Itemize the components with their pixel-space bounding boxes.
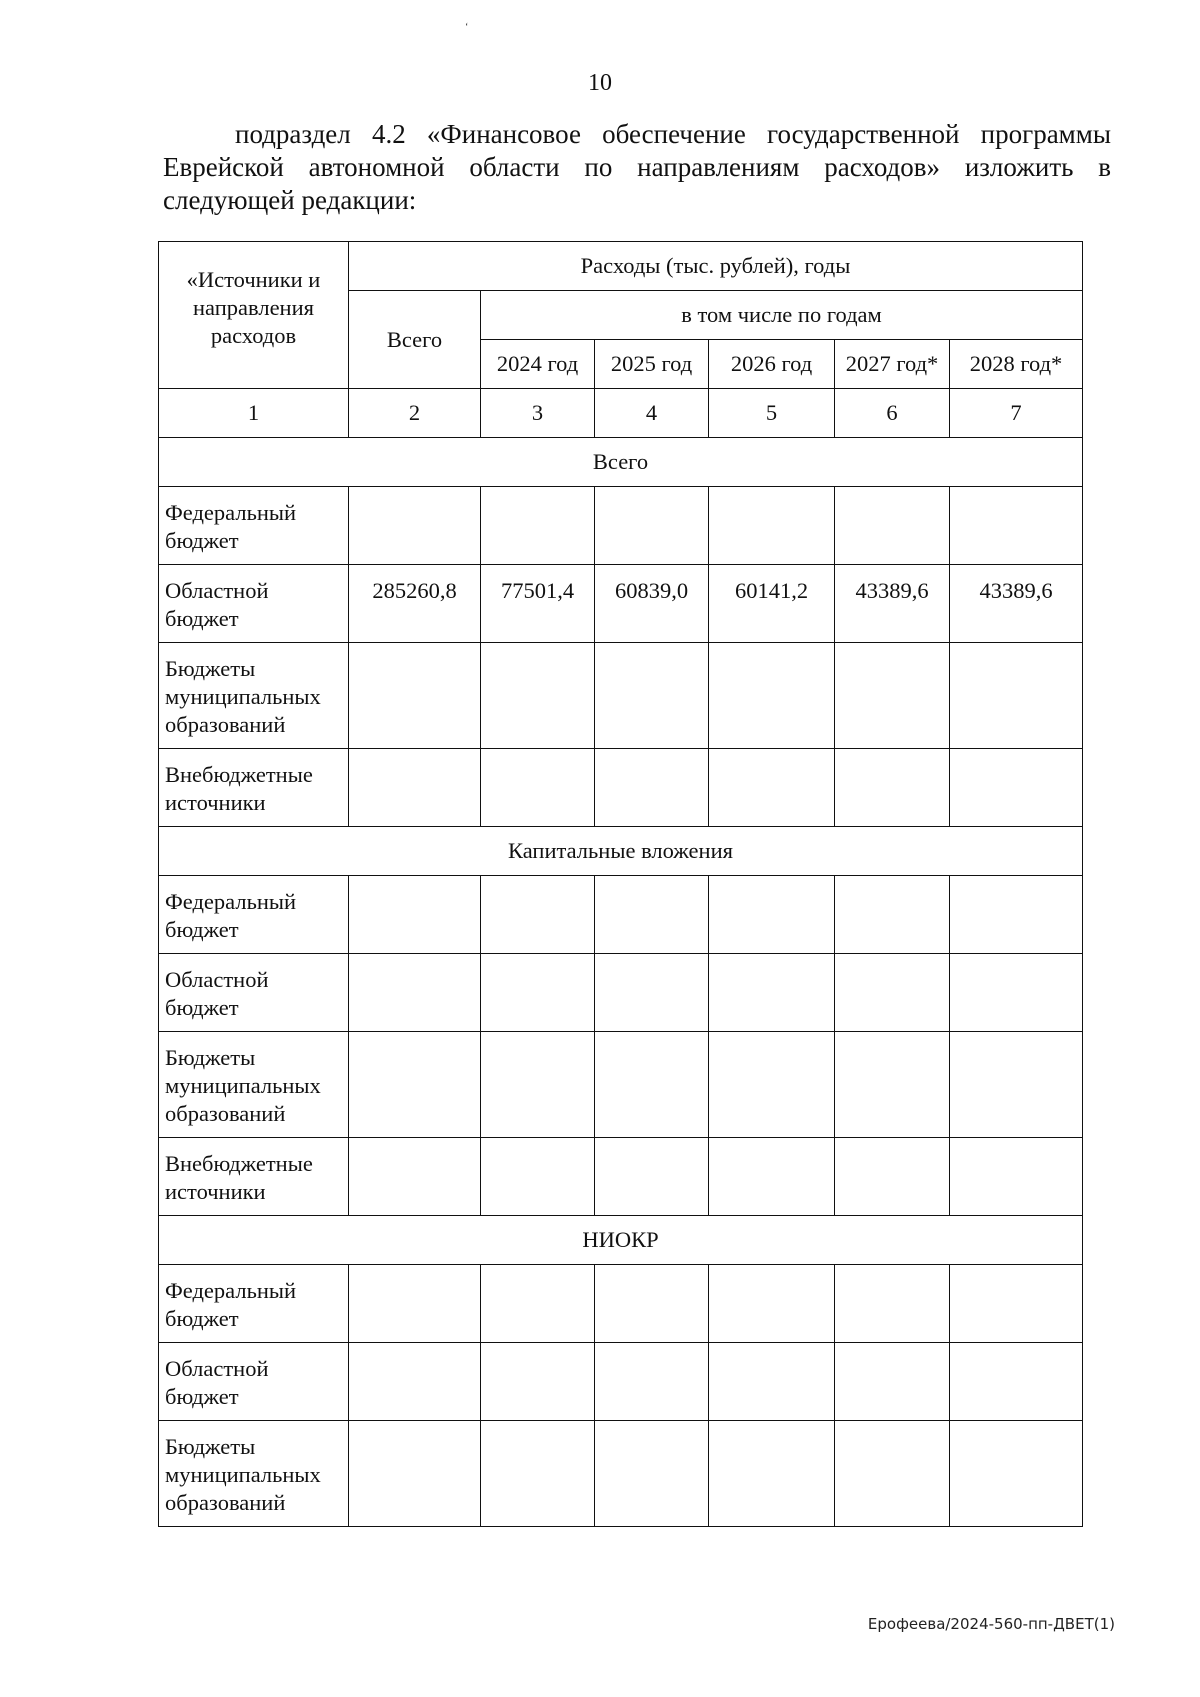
row-value xyxy=(835,1343,950,1421)
row-value xyxy=(950,1265,1083,1343)
row-source: Областной бюджет xyxy=(159,565,349,643)
row-value xyxy=(349,1032,481,1138)
financing-table xyxy=(158,241,1083,1527)
section-title: НИОКР xyxy=(159,1216,1083,1265)
table-row xyxy=(159,1343,1083,1421)
row-value xyxy=(835,1421,950,1527)
row-source: Бюджеты муниципальных образований xyxy=(159,1032,349,1138)
row-value xyxy=(835,1265,950,1343)
row-value xyxy=(950,749,1083,827)
row-value xyxy=(595,1265,709,1343)
header-year-2025: 2025 год xyxy=(595,340,709,389)
column-number: 3 xyxy=(481,389,595,438)
row-source: Внебюджетные источники xyxy=(159,749,349,827)
row-value xyxy=(349,954,481,1032)
row-value xyxy=(950,954,1083,1032)
scan-speck: ‘ xyxy=(465,22,469,33)
row-value xyxy=(835,643,950,749)
row-value xyxy=(349,1421,481,1527)
table-row xyxy=(159,876,1083,954)
row-value xyxy=(709,643,835,749)
column-number: 6 xyxy=(835,389,950,438)
row-value xyxy=(950,643,1083,749)
row-value xyxy=(835,1138,950,1216)
row-value xyxy=(349,876,481,954)
header-year-2024: 2024 год xyxy=(481,340,595,389)
row-value xyxy=(950,487,1083,565)
row-value xyxy=(595,1138,709,1216)
header-by-years: в том числе по годам xyxy=(481,291,1083,340)
row-value xyxy=(595,487,709,565)
header-expenses: Расходы (тыс. рублей), годы xyxy=(349,242,1083,291)
row-source: Федеральный бюджет xyxy=(159,876,349,954)
row-source: Бюджеты муниципальных образований xyxy=(159,643,349,749)
row-value xyxy=(835,954,950,1032)
row-value xyxy=(709,1032,835,1138)
row-value: 285260,8 xyxy=(349,565,481,643)
table-row xyxy=(159,1265,1083,1343)
row-value xyxy=(835,876,950,954)
row-value xyxy=(481,876,595,954)
row-value xyxy=(481,487,595,565)
row-value xyxy=(349,487,481,565)
row-value xyxy=(349,749,481,827)
table-row xyxy=(159,1138,1083,1216)
row-value xyxy=(950,1032,1083,1138)
row-value: 60839,0 xyxy=(595,565,709,643)
row-value xyxy=(481,1343,595,1421)
row-value xyxy=(595,1343,709,1421)
column-number: 7 xyxy=(950,389,1083,438)
row-source: Федеральный бюджет xyxy=(159,1265,349,1343)
row-value xyxy=(709,1138,835,1216)
row-value xyxy=(835,1032,950,1138)
table-row xyxy=(159,565,1083,643)
table-row xyxy=(159,954,1083,1032)
row-value xyxy=(349,1265,481,1343)
table-row xyxy=(159,749,1083,827)
header-year-2027: 2027 год* xyxy=(835,340,950,389)
row-value xyxy=(950,1138,1083,1216)
row-source: Областной бюджет xyxy=(159,954,349,1032)
row-value xyxy=(349,643,481,749)
row-value xyxy=(481,749,595,827)
row-value xyxy=(481,643,595,749)
row-value xyxy=(950,876,1083,954)
row-value: 43389,6 xyxy=(835,565,950,643)
row-value xyxy=(835,749,950,827)
row-value xyxy=(709,1265,835,1343)
row-value xyxy=(709,876,835,954)
row-value xyxy=(709,1421,835,1527)
row-value xyxy=(835,487,950,565)
row-source: Внебюджетные источники xyxy=(159,1138,349,1216)
table-row xyxy=(159,643,1083,749)
intro-paragraph: подраздел 4.2 «Финансовое обеспечение государственной программы Еврейской автономной области по направлениям расходов» изложить в следующей редакции: xyxy=(163,119,1111,215)
row-value xyxy=(950,1343,1083,1421)
page-number: 10 xyxy=(588,70,612,96)
column-number: 5 xyxy=(709,389,835,438)
row-source: Областной бюджет xyxy=(159,1343,349,1421)
row-source: Бюджеты муниципальных образований xyxy=(159,1421,349,1527)
row-value xyxy=(595,954,709,1032)
row-value: 77501,4 xyxy=(481,565,595,643)
row-value xyxy=(595,1032,709,1138)
column-number: 1 xyxy=(159,389,349,438)
table-row xyxy=(159,1032,1083,1138)
header-year-2026: 2026 год xyxy=(709,340,835,389)
row-value xyxy=(349,1138,481,1216)
column-number: 4 xyxy=(595,389,709,438)
row-value xyxy=(349,1343,481,1421)
row-value xyxy=(481,1138,595,1216)
header-sources: «Источники и направления расходов xyxy=(159,242,349,389)
row-value xyxy=(709,487,835,565)
row-value xyxy=(481,1421,595,1527)
column-number: 2 xyxy=(349,389,481,438)
row-value: 60141,2 xyxy=(709,565,835,643)
row-value xyxy=(481,954,595,1032)
row-value xyxy=(709,954,835,1032)
row-value xyxy=(481,1032,595,1138)
header-total: Всего xyxy=(349,291,481,389)
row-value xyxy=(595,643,709,749)
row-value xyxy=(595,876,709,954)
row-value xyxy=(709,749,835,827)
row-value xyxy=(950,1421,1083,1527)
table-row xyxy=(159,487,1083,565)
row-value xyxy=(595,749,709,827)
table-row xyxy=(159,1421,1083,1527)
row-source: Федеральный бюджет xyxy=(159,487,349,565)
row-value xyxy=(709,1343,835,1421)
row-value xyxy=(481,1265,595,1343)
row-value: 43389,6 xyxy=(950,565,1083,643)
document-footer: Ерофеева/2024-560-пп-ДВЕТ(1) xyxy=(867,1615,1115,1633)
row-value xyxy=(595,1421,709,1527)
section-title: Капитальные вложения xyxy=(159,827,1083,876)
section-title: Всего xyxy=(159,438,1083,487)
header-year-2028: 2028 год* xyxy=(950,340,1083,389)
